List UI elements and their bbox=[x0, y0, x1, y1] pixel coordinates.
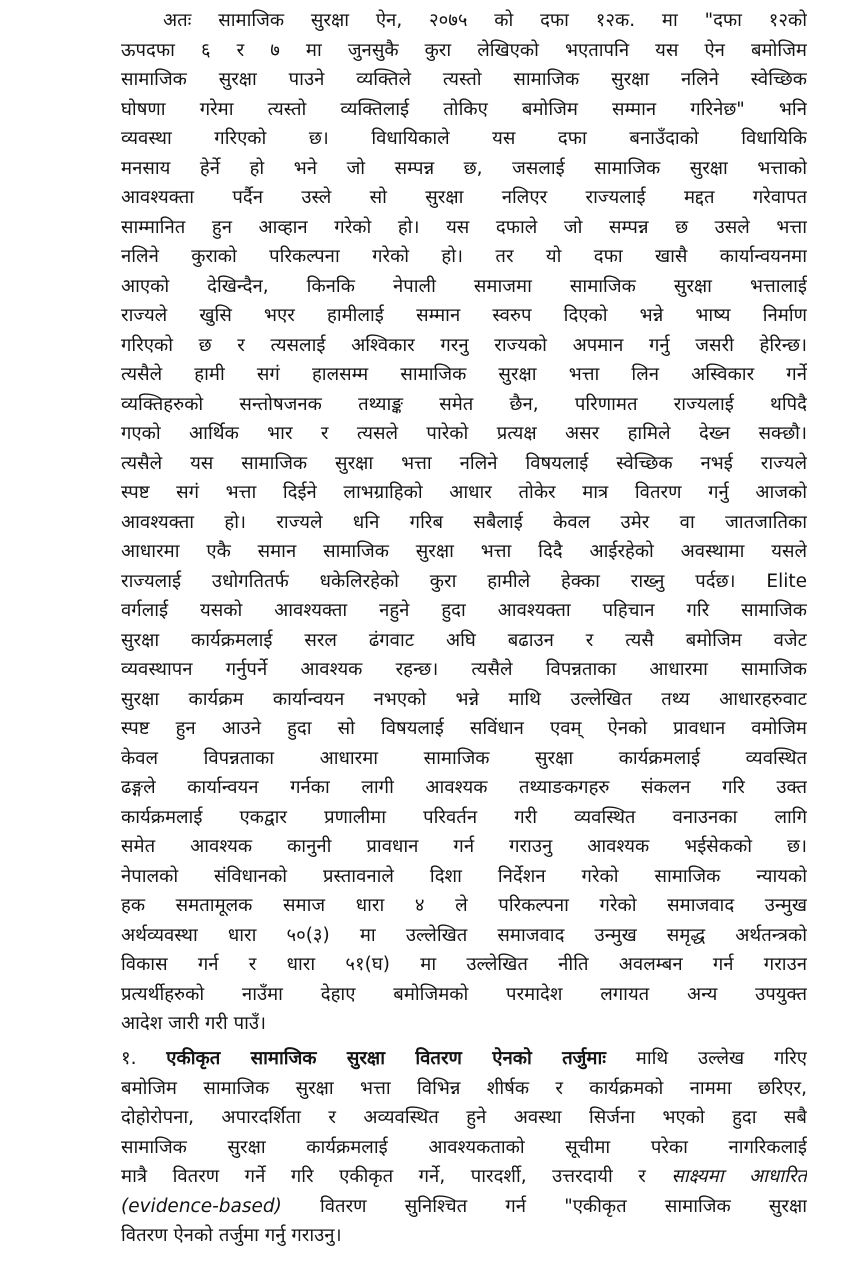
text-segment: कार्यक्रमलाई एकद्वार प्रणालीमा परिवर्तन गरी व्यवस्थित वनाउनका लागि bbox=[121, 806, 807, 828]
text-segment: व्यवस्थापन गर्नुपर्ने आवश्यक रहन्छ। त्यसैले विपन्नताका आधारमा सामाजिक bbox=[121, 659, 807, 680]
section-1-unified-social-security-act bbox=[121, 1044, 807, 1251]
text-segment: घोषणा गरेमा त्यस्तो व्यक्तिलाई तोकिए बमोजिम सम्मान गरिनेछ" भनि bbox=[121, 98, 807, 120]
paragraph-line bbox=[121, 478, 807, 508]
paragraph-line bbox=[121, 390, 807, 420]
text-segment: प्रत्यर्थीहरुको नाउँमा देहाए बमोजिमको परमादेश लगायत अन्य उपयुक्त bbox=[121, 983, 807, 1005]
paragraph-line bbox=[121, 301, 807, 331]
paragraph-line bbox=[121, 272, 807, 302]
text-segment: वितरण ऐनको तर्जुमा गर्नु गराउनु। bbox=[121, 1225, 342, 1246]
paragraph-line bbox=[121, 714, 807, 744]
paragraph-line bbox=[121, 626, 807, 656]
text-segment: केवल विपन्नताका आधारमा सामाजिक सुरक्षा कार्यक्रमलाई व्यवस्थित bbox=[121, 747, 807, 769]
paragraph-line bbox=[121, 36, 807, 66]
paragraph-line bbox=[121, 242, 807, 272]
section-line bbox=[121, 1133, 807, 1163]
paragraph-line bbox=[121, 183, 807, 213]
paragraph-line bbox=[121, 891, 807, 921]
text-segment: व्यवस्था गरिएको छ। विधायिकाले यस दफा बनाउँदाको विधायिकि bbox=[121, 128, 807, 149]
text-segment: समेत आवश्यक कानुनी प्रावधान गर्न गराउनु आवश्यक भईसेकको छ। bbox=[121, 836, 807, 857]
text-segment: साम्मानित हुन आव्हान गरेको हो। यस दफाले जो सम्पन्न छ उसले भत्ता bbox=[121, 216, 807, 238]
text-segment: (evidence-based) bbox=[121, 1195, 282, 1217]
text-segment: नेपालको संविधानको प्रस्तावनाले दिशा निर्देशन गरेको सामाजिक न्यायको bbox=[121, 865, 807, 887]
paragraph-line bbox=[121, 832, 807, 862]
section-heading: एकीकृत सामाजिक सुरक्षा वितरण ऐनको तर्जुमाः bbox=[166, 1048, 606, 1069]
text-segment: वितरण सुनिश्चित गर्न "एकीकृत सामाजिक सुरक्षा bbox=[281, 1195, 807, 1217]
paragraph-line bbox=[121, 95, 807, 125]
text-segment: नलिने कुराको परिकल्पना गरेको हो। तर यो दफा खासै कार्यान्वयनमा bbox=[121, 246, 807, 267]
text-segment: राज्यले खुसि भएर हामीलाई सम्मान स्वरुप दिएको भन्ने भाष्य निर्माण bbox=[121, 305, 807, 326]
paragraph-line bbox=[121, 508, 807, 538]
text-segment: मनसाय हेर्ने हो भने जो सम्पन्न छ, जसलाई सामाजिक सुरक्षा भत्ताको bbox=[121, 157, 807, 179]
paragraph-line bbox=[121, 360, 807, 390]
text-segment: अर्थव्यवस्था धारा ५०(३) मा उल्लेखित समाजवाद उन्मुख समृद्ध अर्थतन्त्रको bbox=[121, 924, 807, 946]
paragraph-line bbox=[121, 596, 807, 626]
text-segment: हक समतामूलक समाज धारा ४ ले परिकल्पना गरेको समाजवाद उन्मुख bbox=[121, 895, 807, 916]
text-segment: वर्गलाई यसको आवश्यक्ता नहुने हुदा आवश्यक्ता पहिचान गरि सामाजिक bbox=[121, 600, 807, 621]
paragraph-main bbox=[121, 6, 807, 1039]
paragraph-line bbox=[121, 744, 807, 774]
paragraph-line bbox=[121, 567, 807, 597]
section-line bbox=[121, 1192, 807, 1222]
text-segment: दोहोरोपना, अपारदर्शिता र अव्यवस्थित हुने अवस्था सिर्जना भएको हुदा सबै bbox=[121, 1107, 807, 1128]
paragraph-line bbox=[121, 655, 807, 685]
text-segment: अतः सामाजिक सुरक्षा ऐन, २०७५ को दफा १२क. मा "दफा १२को bbox=[163, 10, 807, 31]
paragraph-line bbox=[121, 449, 807, 479]
text-segment: मात्रै वितरण गर्ने गरि एकीकृत गर्ने, पारदर्शी, उत्तरदायी र bbox=[121, 1166, 672, 1187]
paragraph-line bbox=[121, 331, 807, 361]
section-line bbox=[121, 1074, 807, 1104]
text-segment: बमोजिम सामाजिक सुरक्षा भत्ता विभिन्न शीर्षक र कार्यक्रमको नाममा छरिएर, bbox=[121, 1077, 807, 1099]
text-segment: आएको देखिन्दैन, किनकि नेपाली समाजमा सामाजिक सुरक्षा भत्तालाई bbox=[121, 275, 807, 297]
text-segment: आदेश जारी गरी पाउँ। bbox=[121, 1013, 267, 1034]
paragraph-line bbox=[121, 685, 807, 715]
paragraph-line bbox=[121, 950, 807, 980]
text-segment: आवश्यक्ता हो। राज्यले धनि गरिब सबैलाई केवल उमेर वा जातजातिका bbox=[121, 511, 807, 533]
text-segment: स्पष्ट सगं भत्ता दिईने लाभग्राहिको आधार तोकेर मात्र वितरण गर्नु आजको bbox=[121, 482, 807, 503]
paragraph-line bbox=[121, 980, 807, 1010]
text-segment: आधारमा एकै समान सामाजिक सुरक्षा भत्ता दिदै आईरहेको अवस्थामा यसले bbox=[121, 541, 807, 562]
text-segment: सुरक्षा कार्यक्रम कार्यान्वयन नभएको भन्ने माथि उल्लेखित तथ्य आधारहरुवाट bbox=[121, 688, 807, 710]
paragraph-line bbox=[121, 154, 807, 184]
text-segment: सुरक्षा कार्यक्रमलाई सरल ढंगवाट अघि बढाउन र त्यसै बमोजिम वजेट bbox=[121, 629, 807, 651]
text-segment: स्पष्ट हुन आउने हुदा सो विषयलाई सविंधान एवम् ऐनको प्रावधान वमोजिम bbox=[121, 718, 807, 739]
text-segment: विकास गर्न र धारा ५१(घ) मा उल्लेखित नीति अवलम्बन गर्न गराउन bbox=[121, 954, 807, 975]
text-segment: गरिएको छ र त्यसलाई अश्विकार गरनु राज्यको अपमान गर्नु जसरी हेरिन्छ। bbox=[121, 334, 807, 356]
paragraph-line bbox=[121, 537, 807, 567]
text-segment: सामाजिक सुरक्षा पाउने व्यक्तिले त्यस्तो सामाजिक सुरक्षा नलिने स्वेच्छिक bbox=[121, 69, 807, 90]
text-segment: माथि उल्लेख गरिए bbox=[605, 1048, 807, 1069]
paragraph-line bbox=[121, 213, 807, 243]
text-segment: साक्ष्यमा आधारित bbox=[671, 1166, 807, 1187]
text-segment: ऊपदफा ६ र ७ मा जुनसुकै कुरा लेखिएको भएतापनि यस ऐन बमोजिम bbox=[121, 39, 807, 61]
text-segment: ढङ्गले कार्यान्वयन गर्नका लागी आवश्यक तथ्याङकगहरु संकलन गरि उक्त bbox=[121, 777, 807, 798]
text-segment: त्यसैले हामी सगं हालसम्म सामाजिक सुरक्षा भत्ता लिन अस्विकार गर्ने bbox=[121, 364, 807, 385]
paragraph-line bbox=[121, 6, 807, 36]
text-segment: गएको आर्थिक भार र त्यसले पारेको प्रत्यक्ष असर हामिले देख्न सक्छौ। bbox=[121, 423, 807, 444]
paragraph-line bbox=[121, 862, 807, 892]
text-segment: आवश्यक्ता पर्दैन उस्ले सो सुरक्षा नलिएर राज्यलाई मद्दत गरेवापत bbox=[121, 187, 807, 208]
paragraph-line bbox=[121, 803, 807, 833]
text-segment: १. bbox=[121, 1048, 167, 1069]
paragraph-line bbox=[121, 65, 807, 95]
section-line bbox=[121, 1221, 807, 1251]
text-segment: राज्यलाई उधोगतितर्फ धकेलिरहेको कुरा हामीले हेक्का राख्नु पर्दछ। Elite bbox=[121, 570, 807, 592]
text-segment: व्यक्तिहरुको सन्तोषजनक तथ्याङ्क समेत छैन, परिणामत राज्यलाई थपिदै bbox=[121, 393, 807, 415]
paragraph-line bbox=[121, 419, 807, 449]
paragraph-line bbox=[121, 124, 807, 154]
section-line bbox=[121, 1103, 807, 1133]
section-line bbox=[121, 1162, 807, 1192]
paragraph-line bbox=[121, 921, 807, 951]
text-segment: त्यसैले यस सामाजिक सुरक्षा भत्ता नलिने विषयलाई स्वेच्छिक नभई राज्यले bbox=[121, 452, 807, 474]
paragraph-line bbox=[121, 773, 807, 803]
paragraph-line bbox=[121, 1009, 807, 1039]
section-line bbox=[121, 1044, 807, 1074]
text-segment: सामाजिक सुरक्षा कार्यक्रमलाई आवश्यकताको सूचीमा परेका नागरिकलाई bbox=[121, 1136, 807, 1158]
